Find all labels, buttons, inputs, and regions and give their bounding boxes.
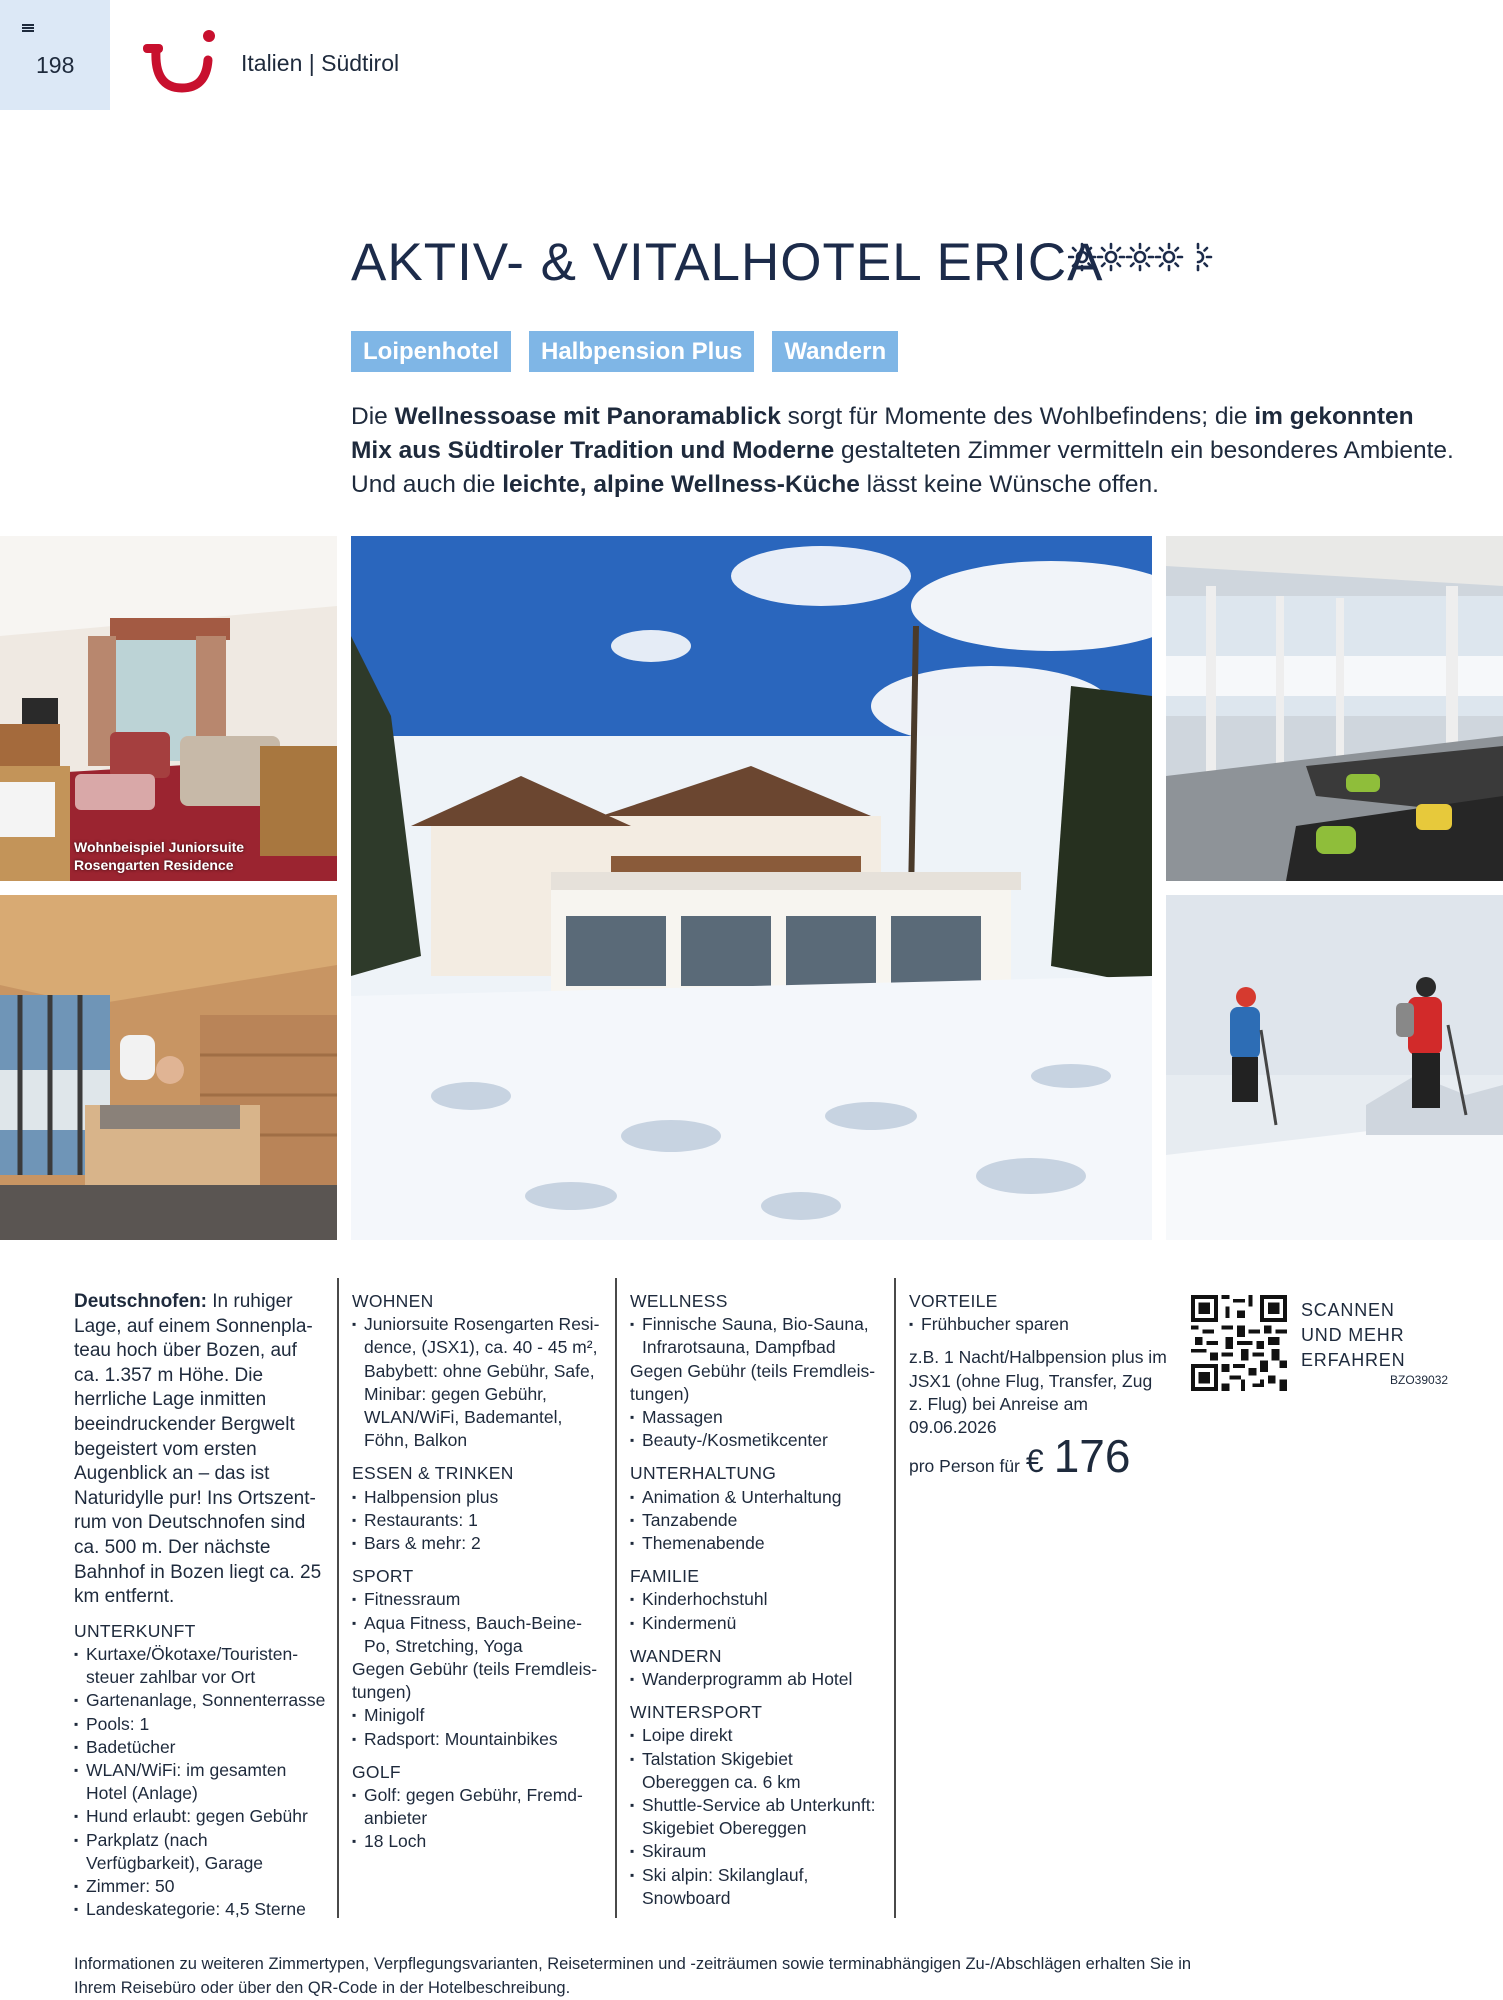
tag-wandern[interactable]: Wandern <box>772 331 898 372</box>
page-number-tab <box>0 0 110 110</box>
list-item: ▪ Zimmer: 50 <box>74 1875 326 1898</box>
list-item: ▪ Themenabende <box>630 1532 882 1555</box>
section-heading-unterkunft: UNTERKUNFT <box>74 1620 196 1641</box>
column-divider <box>337 1278 339 1918</box>
section-heading-wintersport: WINTERSPORT <box>630 1702 763 1723</box>
fee-note: Gegen Gebühr (teils Fremdleistungen) <box>630 1360 876 1404</box>
photo-snowshoe-hikers <box>1166 895 1503 1240</box>
list-item: ▪ Finnische Sauna, Bio-Sauna, Infrarotsauna, Dampfbad <box>630 1313 882 1359</box>
list-item: ▪ Gartenanlage, Sonnenterrasse <box>74 1689 326 1712</box>
photo-sauna <box>0 895 337 1240</box>
list-item: ▪ Minigolf <box>352 1704 604 1727</box>
list-item: ▪ Animation & Unterhaltung <box>630 1486 882 1509</box>
price-line <box>909 1430 1169 1483</box>
list-item: ▪ Golf: gegen Gebühr, Fremdanbieter <box>352 1784 604 1830</box>
price-amount: 176 <box>1053 1430 1131 1483</box>
column-wohnen <box>352 1290 604 1854</box>
list-item: ▪ Frühbucher sparen <box>909 1313 1169 1336</box>
list-item: ▪ Massagen <box>630 1406 882 1429</box>
list-item: ▪ Hund erlaubt: gegen Gebühr <box>74 1805 326 1828</box>
hotel-title: AKTIV- & VITALHOTEL ERICA <box>351 233 1104 292</box>
list-item: ▪ Badetücher <box>74 1736 326 1759</box>
price-example: z.B. 1 Nacht/Halbpension plus im JSX1 (ohne Flug, Transfer, Zug z. Flug) bei Anreise am 09.06.2026 <box>909 1347 1167 1438</box>
list-item: ▪ Parkplatz (nach Verfügbarkeit), Garage <box>74 1829 326 1875</box>
photo-room-juniorsuite <box>0 536 337 881</box>
page-number: 198 <box>36 52 75 78</box>
list-item: ▪ Tanzabende <box>630 1509 882 1532</box>
list-item: ▪ Kindermenü <box>630 1612 882 1635</box>
list-item: ▪ Juniorsuite Rosengarten Residence, (JSX1), ca. 40 - 45 m², Babybett: ohne Gebühr, Safe, Minibar: gegen Gebühr, WLAN/WiFi, Bademantel, Föhn, Balkon <box>352 1313 604 1452</box>
list-item: ▪ Kinderhochstuhl <box>630 1588 882 1611</box>
fee-note: Gegen Gebühr (teils Fremdleistungen) <box>352 1659 598 1703</box>
tui-smile-logo <box>138 26 220 96</box>
list-item: ▪ Radsport: Mountainbikes <box>352 1728 604 1751</box>
footnote: Informationen zu weiteren Zimmertypen, Verpflegungsvarianten, Reiseterminen und -zeiträumen sowie terminabhängigen Zu-/Abschlägen erhalten Sie in Ihrem Reisebüro oder über den QR-Code in der Hotelbeschreibung. <box>74 1955 1192 1997</box>
offer-code: BZO39032 <box>1390 1373 1449 1387</box>
photo-caption: Wohnbeispiel Juniorsuite Rosengarten Residence <box>74 839 245 873</box>
list-unterkunft <box>74 1643 326 1921</box>
list-item: ▪ Talstation Skigebiet Obereggen ca. 6 km <box>630 1748 882 1794</box>
list-item: ▪ Ski alpin: Skilanglauf, Snowboard <box>630 1864 882 1910</box>
tag-halbpension-plus[interactable]: Halbpension Plus <box>529 331 754 372</box>
intro-text: Die Wellnessoase mit Panoramablick sorgt für Momente des Wohlbefindens; die im gekonnten Mix aus Südtiroler Tradition und Moderne gestalteten Zimmer vermitteln ein besonderes Ambiente. Und auch die leichte, alpine Wellness-Küche lässt keine Wünsche offen. <box>351 403 1454 498</box>
list-item: ▪ Restaurants: 1 <box>352 1509 604 1532</box>
list-item: ▪ Skiraum <box>630 1840 882 1863</box>
list-item: ▪ Pools: 1 <box>74 1713 326 1736</box>
section-heading-essen: ESSEN & TRINKEN <box>352 1463 514 1484</box>
location-description: Deutschnofen: In ruhiger Lage, auf einem Sonnenplateau hoch über Bozen, auf ca. 1.357 m Höhe. Die herrliche Lage inmitten beeindruckender Bergwelt begeistert vom ersten Augenblick an – das ist Naturidylle pur! Ins Ortszentrum von Deutschnofen sind ca. 500 m. Der nächste Bahnhof in Bozen liegt ca. 25 km entfernt. <box>74 1291 322 1608</box>
currency-symbol: € <box>1025 1443 1044 1480</box>
photo-hotel-exterior <box>351 536 1152 1240</box>
list-item: ▪ Bars & mehr: 2 <box>352 1532 604 1555</box>
list-item: ▪ Aqua Fitness, Bauch-Beine-Po, Stretching, Yoga <box>352 1612 604 1658</box>
section-heading-familie: FAMILIE <box>630 1566 700 1587</box>
list-item: ▪ Fitnessraum <box>352 1588 604 1611</box>
list-item: ▪ WLAN/WiFi: im gesamten Hotel (Anlage) <box>74 1759 326 1805</box>
section-heading-vorteile: VORTEILE <box>909 1291 998 1311</box>
feature-tags <box>351 331 898 372</box>
section-heading-wandern: WANDERN <box>630 1645 722 1666</box>
list-item: ▪ Loipe direkt <box>630 1724 882 1747</box>
column-price <box>909 1290 1169 1483</box>
tag-loipenhotel[interactable]: Loipenhotel <box>351 331 511 372</box>
list-item: ▪ Beauty-/Kosmetikcenter <box>630 1429 882 1452</box>
breadcrumb: Italien | Südtirol <box>241 50 400 76</box>
list-item: ▪ Wanderprogramm ab Hotel <box>630 1668 882 1691</box>
section-heading-wohnen: WOHNEN <box>352 1291 434 1311</box>
column-divider <box>894 1278 896 1918</box>
column-divider <box>615 1278 617 1918</box>
list-item: ▪ Halbpension plus <box>352 1486 604 1509</box>
section-heading-sport: SPORT <box>352 1566 414 1587</box>
list-item: ▪ Kurtaxe/Ökotaxe/Touristensteuer zahlbar vor Ort <box>74 1643 326 1689</box>
photo-relax-lounge <box>1166 536 1503 881</box>
qr-scan-label: SCANNEN UND MEHR ERFAHREN <box>1301 1300 1406 1370</box>
column-wellness <box>630 1290 882 1910</box>
rating-suns-icon <box>1068 240 1218 274</box>
column-location <box>74 1290 326 1921</box>
qr-code-icon[interactable] <box>1191 1295 1287 1391</box>
per-person-label: pro Person für <box>909 1456 1020 1477</box>
list-item: ▪ Shuttle-Service ab Unterkunft: Skigebiet Obereggen <box>630 1794 882 1840</box>
menu-icon[interactable] <box>22 24 34 32</box>
section-heading-golf: GOLF <box>352 1761 401 1782</box>
section-heading-wellness: WELLNESS <box>630 1291 728 1311</box>
list-item: ▪ 18 Loch <box>352 1830 604 1853</box>
list-item: ▪ Landeskategorie: 4,5 Sterne <box>74 1898 326 1921</box>
section-heading-unterhaltung: UNTERHALTUNG <box>630 1463 777 1484</box>
